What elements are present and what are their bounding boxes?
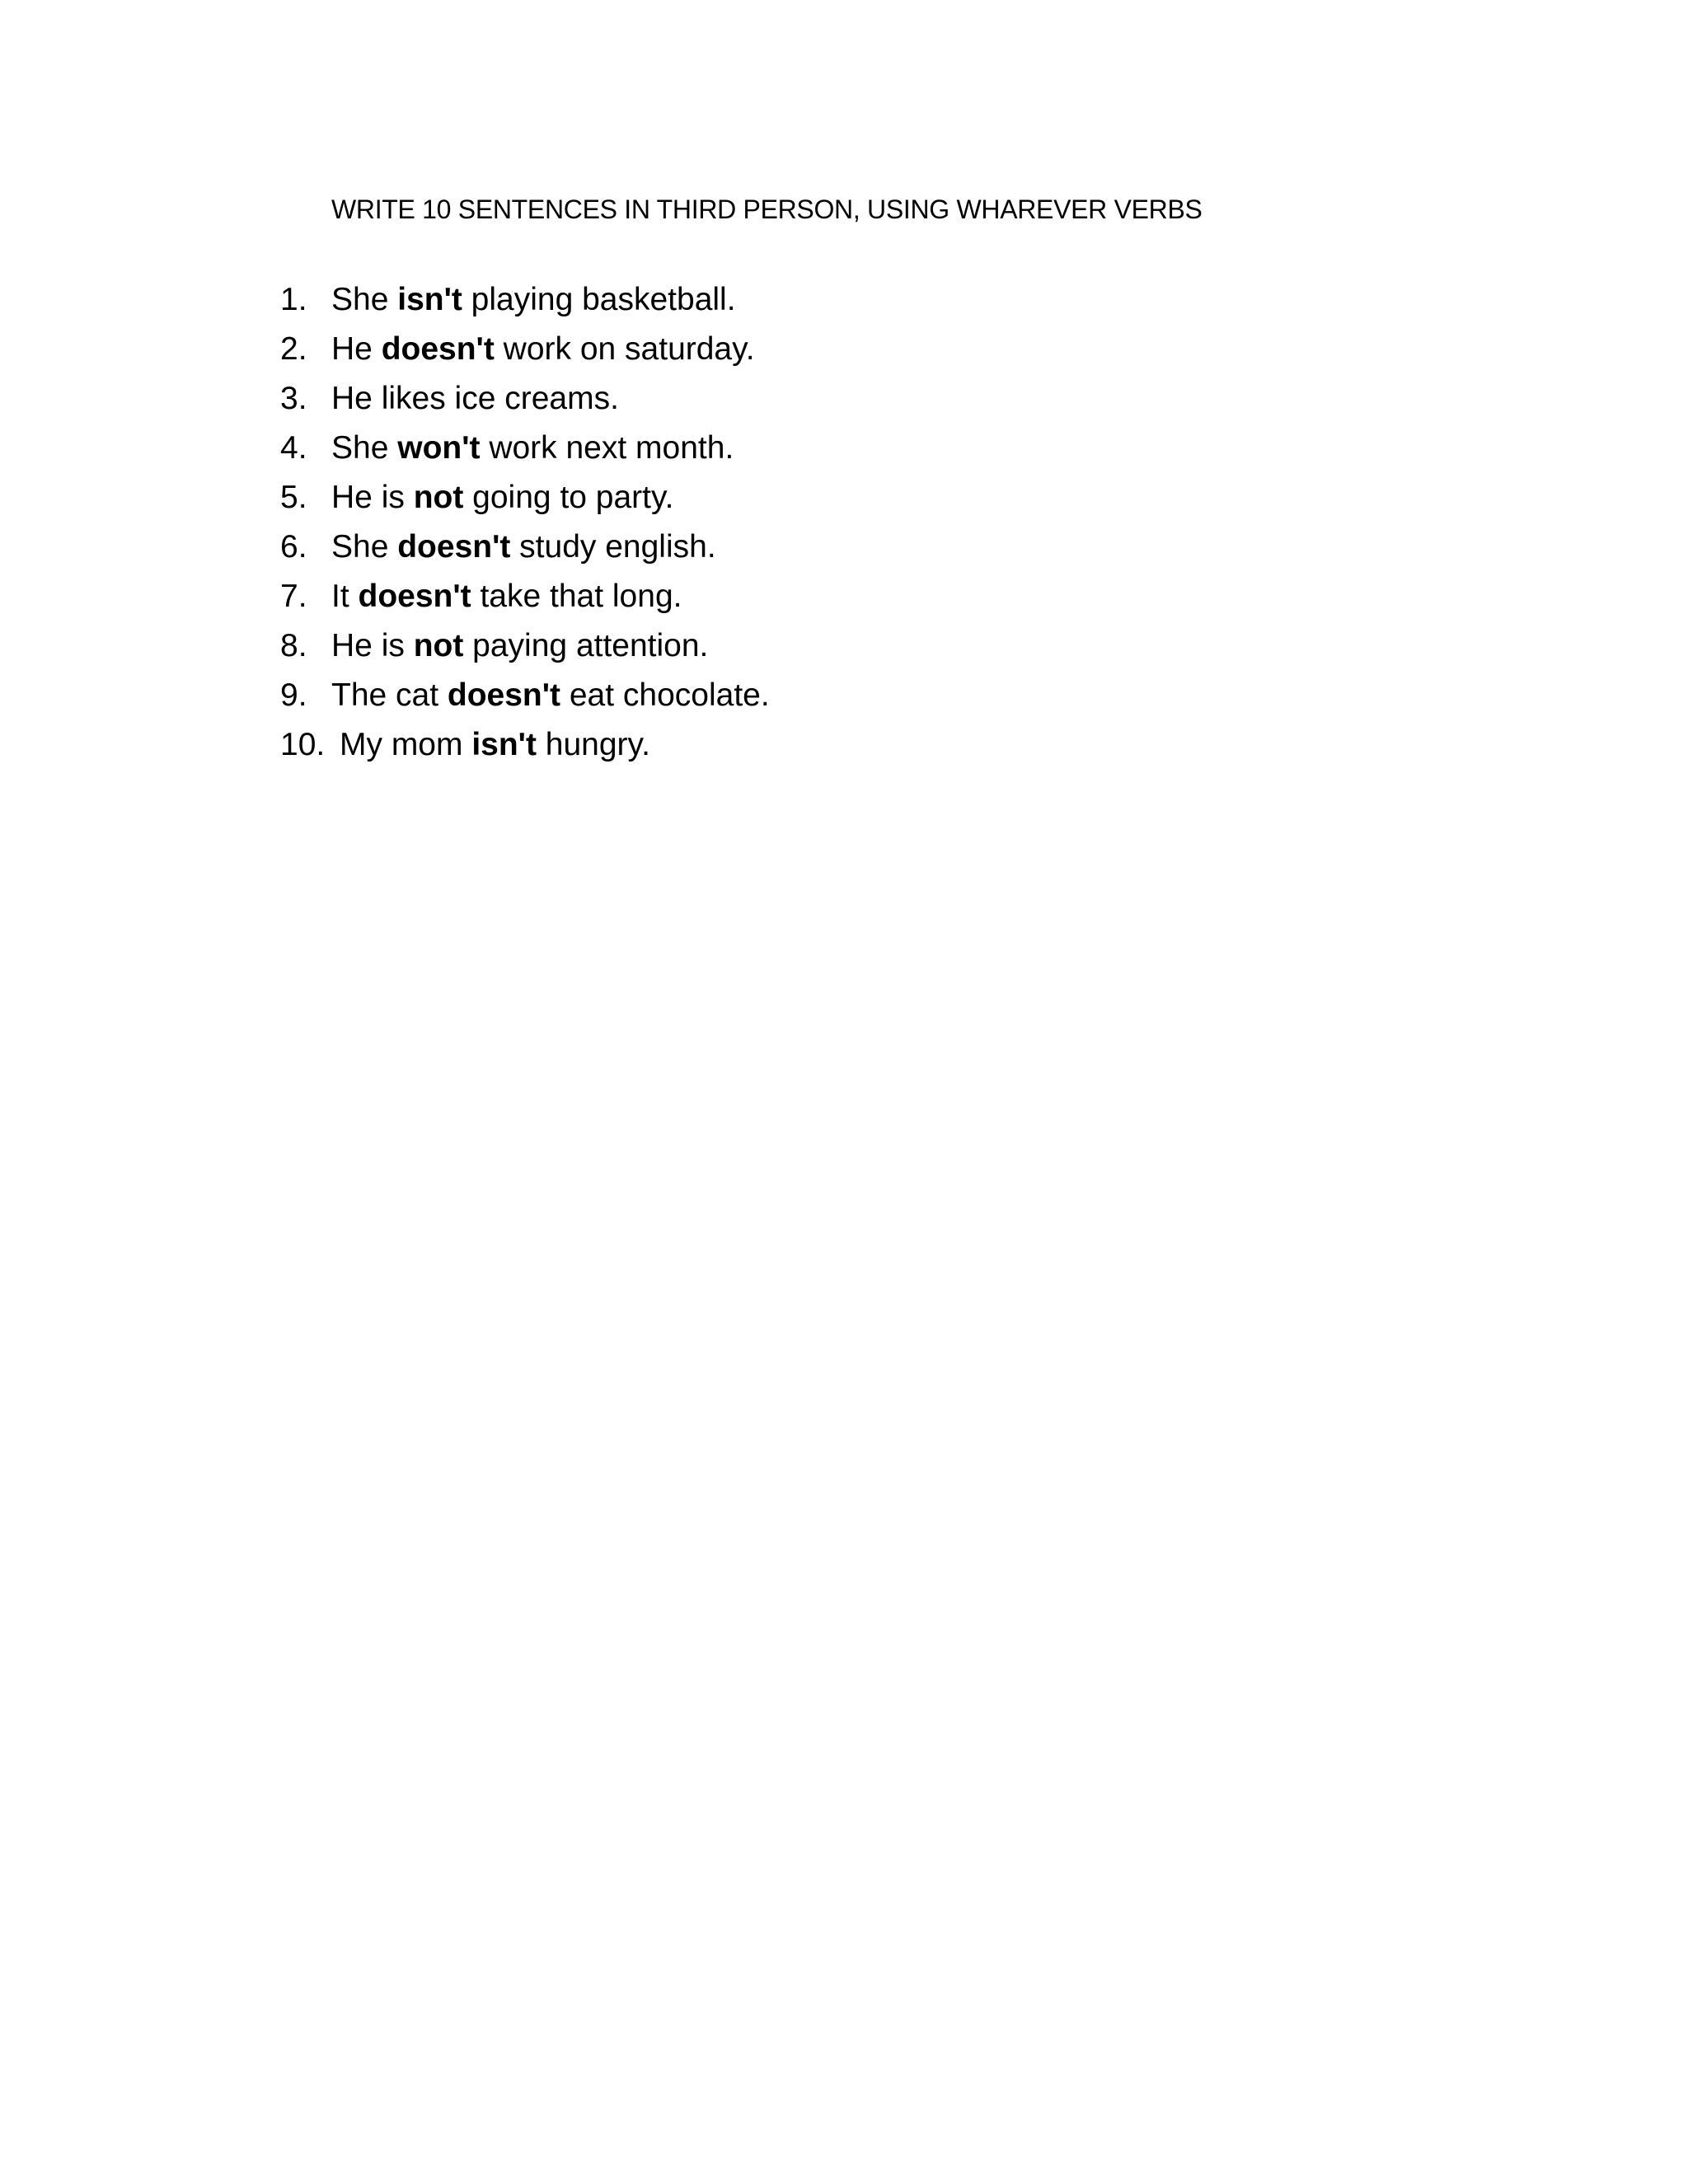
sentence-text bbox=[331, 275, 736, 325]
sentence-before: He likes ice creams. bbox=[331, 381, 619, 416]
sentence-after: work on saturday. bbox=[494, 331, 755, 367]
negation-word: doesn't bbox=[397, 529, 511, 565]
item-number: 9. bbox=[280, 677, 307, 713]
sentence-after: paying attention. bbox=[463, 628, 709, 663]
item-number: 3. bbox=[280, 381, 307, 416]
sentence-text bbox=[340, 720, 650, 770]
sentence-text bbox=[331, 671, 770, 720]
sentence-before: It bbox=[331, 579, 359, 614]
sentence-before: She bbox=[331, 529, 398, 565]
sentence-after: eat chocolate. bbox=[560, 677, 770, 713]
list-item bbox=[280, 325, 770, 374]
list-item bbox=[280, 671, 770, 720]
sentence-text bbox=[331, 374, 619, 424]
list-item bbox=[280, 572, 770, 621]
list-item bbox=[280, 374, 770, 424]
list-item bbox=[280, 424, 770, 473]
negation-word: isn't bbox=[471, 727, 537, 762]
item-number: 7. bbox=[280, 579, 307, 614]
list-item bbox=[280, 621, 770, 671]
item-number: 6. bbox=[280, 529, 307, 565]
sentence-before: He bbox=[331, 331, 382, 367]
sentence-text bbox=[331, 325, 755, 374]
negation-word: doesn't bbox=[381, 331, 495, 367]
list-item bbox=[280, 720, 770, 770]
negation-word: isn't bbox=[397, 282, 462, 317]
item-number: 8. bbox=[280, 628, 307, 663]
sentence-after: hungry. bbox=[536, 727, 650, 762]
sentence-before: She bbox=[331, 430, 398, 466]
item-number: 2. bbox=[280, 331, 307, 367]
item-number: 10. bbox=[280, 727, 326, 762]
negation-word: won't bbox=[397, 430, 481, 466]
item-number: 5. bbox=[280, 480, 307, 515]
sentence-text bbox=[331, 572, 682, 621]
assignment-heading: WRITE 10 SENTENCES IN THIRD PERSON, USING WHAREVER VERBS bbox=[331, 194, 1203, 224]
sentence-text bbox=[331, 621, 708, 671]
sentence-after: take that long. bbox=[471, 579, 682, 614]
sentence-after: playing basketball. bbox=[462, 282, 736, 317]
sentence-after: going to party. bbox=[463, 480, 674, 515]
sentence-text bbox=[331, 424, 734, 473]
sentence-text bbox=[331, 473, 673, 523]
sentence-before: He is bbox=[331, 628, 414, 663]
sentence-before: The cat bbox=[331, 677, 448, 713]
sentence-list bbox=[280, 275, 770, 770]
sentence-before: She bbox=[331, 282, 398, 317]
sentence-after: study english. bbox=[510, 529, 716, 565]
sentence-text bbox=[331, 523, 716, 572]
item-number: 4. bbox=[280, 430, 307, 466]
list-item bbox=[280, 275, 770, 325]
item-number: 1. bbox=[280, 282, 307, 317]
sentence-before: My mom bbox=[340, 727, 472, 762]
negation-word: not bbox=[413, 480, 464, 515]
sentence-after: work next month. bbox=[480, 430, 734, 466]
list-item bbox=[280, 523, 770, 572]
list-item bbox=[280, 473, 770, 523]
sentence-before: He is bbox=[331, 480, 414, 515]
negation-word: not bbox=[413, 628, 464, 663]
negation-word: doesn't bbox=[447, 677, 561, 713]
negation-word: doesn't bbox=[358, 579, 471, 614]
